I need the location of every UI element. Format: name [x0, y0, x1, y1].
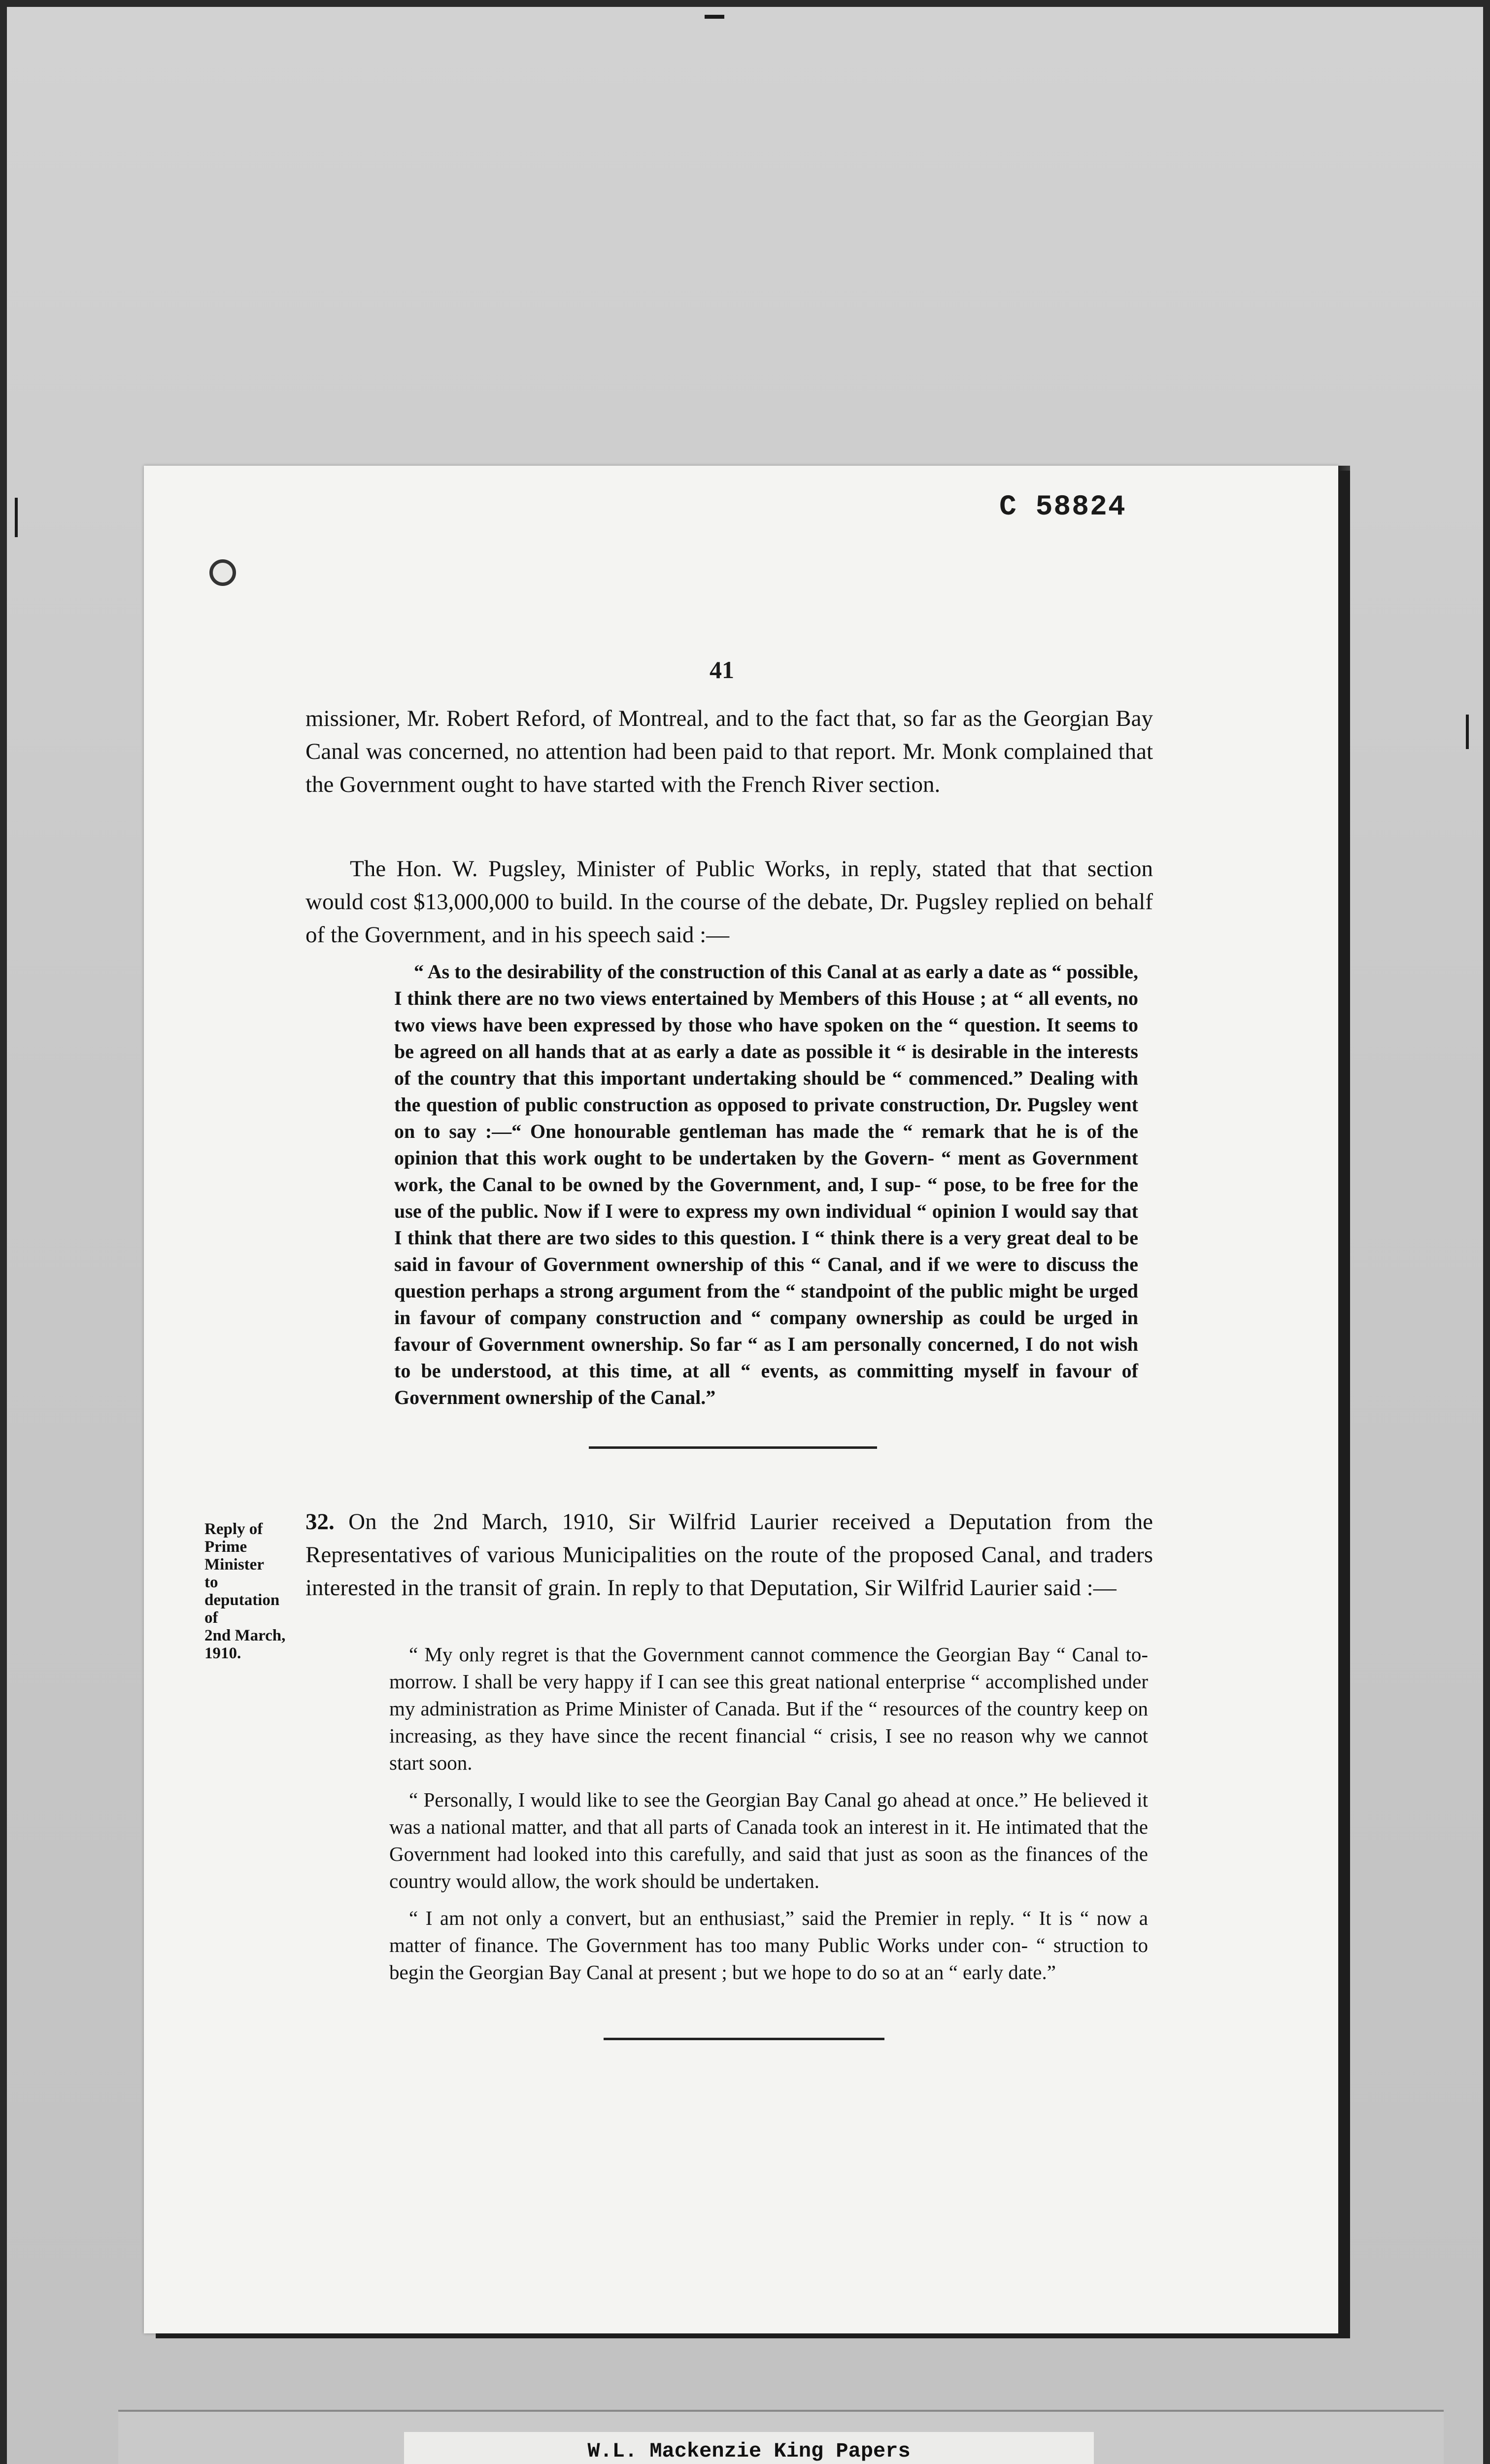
collection-label: W.L. Mackenzie King Papers: [587, 2439, 911, 2463]
margin-note-line: of: [204, 1609, 218, 1627]
margin-note: [204, 1520, 303, 1662]
margin-note-line: 1910.: [204, 1644, 241, 1662]
section-number: 32.: [305, 1509, 335, 1535]
paragraph-deputation-text: On the 2nd March, 1910, Sir Wilfrid Laurier received a Deputation from the Representatives of various Municipalities on the route of the proposed Canal, and traders interested in the transit of grain. In reply to that Deputation, Sir Wilfrid Laurier said :—: [305, 1509, 1153, 1601]
margin-note-line: deputation: [204, 1591, 280, 1609]
section-divider-2: [604, 2038, 884, 2040]
quote-laurier-2: “ Personally, I would like to see the Georgian Bay Canal go ahead at once.” He believed it was a national matter, and that all parts of Canada took an interest in it. He intimated that the Government had looked into this carefully, and said that just as soon as the finances of the country would allow, the work should be undertaken.: [389, 1788, 1148, 1892]
quote-pugsley: “ As to the desirability of the construction of this Canal at as early a date as “ possible, I think there are no two views entertained by Members of this House ; at “ all events, no two views have been expressed by those who have spoken on the “ question. It seems to be agreed on all hands that at as early a date as possible it “ is desirable in the interests of the country that this important undertaking should be “ commenced.” Dealing with the question of public construction as opposed to private construction, Dr. Pugsley went on to say :—“ One honourable gentleman has made the “ remark that he is of the opinion that this work ought to be undertaken by the Govern- “ ment as Government work, the Canal to be owned by the Government, and, I sup- “ pose, to be free for the use of the public. Now if I were to express my own individual “ opinion I would say that I think that there are two sides to this question. I “ think there is a very great deal to be said in favour of Government ownership of this “ Canal, and if we were to discuss the question perhaps a strong argument from the “ standpoint of the public might be urged in favour of company construction and “ company ownership as could be urged in favour of Government ownership. So far “ as I am personally concerned, I do not wish to be understood, at this time, at all “ events, as committing myself in favour of Government ownership of the Canal.”: [394, 960, 1138, 1408]
catalogue-number: C 58824: [999, 491, 1126, 523]
margin-note-line: Reply of: [204, 1520, 263, 1538]
quote-laurier-3: “ I am not only a convert, but an enthusiast,” said the Premier in reply. “ It is “ now a matter of finance. The Government has too many Public Works under con- “ struction to begin the Georgian Bay Canal at present ; but we hope to do so at an “ early date.”: [389, 1907, 1148, 1984]
margin-note-line: Prime: [204, 1538, 247, 1556]
margin-note-line: to: [204, 1574, 218, 1591]
section-divider-1: [589, 1446, 877, 1449]
paragraph-pugsley: The Hon. W. Pugsley, Minister of Public Works, in reply, stated that that section would cost $13,000,000 to build. In the course of the debate, Dr. Pugsley replied on behalf of the Government, and in his speech said :—: [305, 856, 1153, 948]
film-mark-right: [1466, 715, 1469, 749]
page-number: 41: [710, 656, 734, 684]
punch-hole: [209, 559, 236, 586]
paragraph-deputation: [305, 1506, 1153, 1605]
margin-note-line: 2nd March,: [204, 1627, 286, 1644]
paragraph-monk: missioner, Mr. Robert Reford, of Montreal, and to the fact that, so far as the Georgian Bay Canal was concerned, no attention had been paid to that report. Mr. Monk complained that the Government ought to have started with the French River section.: [305, 706, 1153, 797]
margin-note-line: Minister: [204, 1556, 264, 1574]
film-mark-top: [705, 15, 724, 19]
quote-laurier-1: “ My only regret is that the Government cannot commence the Georgian Bay “ Canal to-morrow. I shall be very happy if I can see this great national enterprise “ accomplished under my administration as Prime Minister of Canada. But if the “ resources of the country keep on increasing, as they have since the recent financial “ crisis, I see no reason why we cannot start soon.: [389, 1643, 1148, 1774]
film-mark-left: [15, 498, 18, 537]
